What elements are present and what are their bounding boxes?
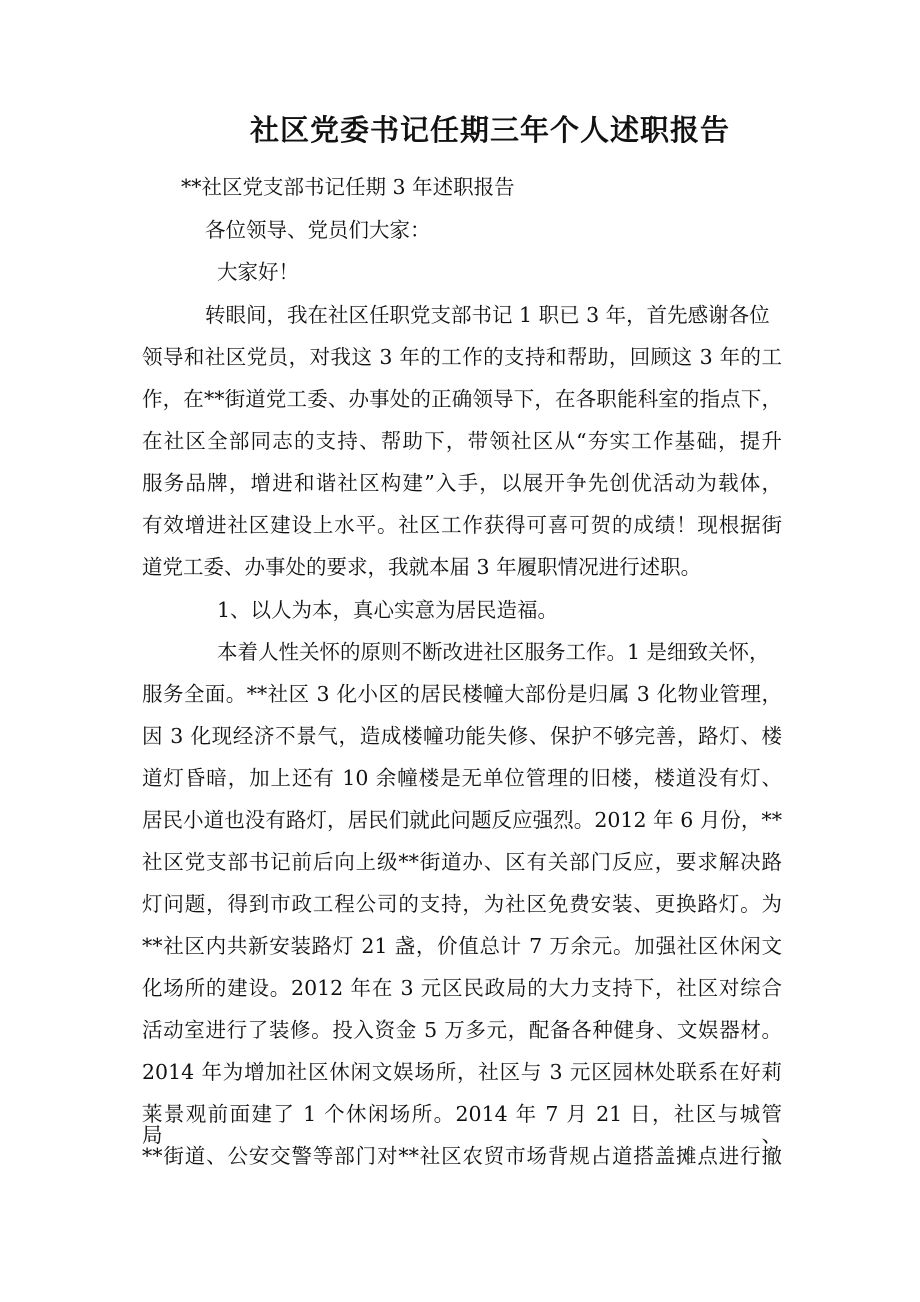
paragraph1-line: 服务品牌，增进和谐社区构建”入手，以展开争先创优活动为载体， — [142, 471, 782, 495]
paragraph2-line: **社区内共新安装路灯 21 盏，价值总计 7 万余元。加强社区休闲文 — [142, 934, 782, 958]
paragraph2-line: **街道、公安交警等部门对**社区农贸市场背规占道搭盖摊点进行撤 — [142, 1144, 782, 1168]
paragraph1-line: 作，在**街道党工委、办事处的正确领导下，在各职能科室的指点下， — [142, 387, 782, 411]
paragraph2-line: 2014 年为增加社区休闲文娱场所，社区与 3 元区园林处联系在好莉 — [142, 1060, 782, 1084]
paragraph2-line: 本着人性关怀的原则不断改进社区服务工作。1 是细致关怀， — [217, 640, 770, 664]
document-subtitle: **社区党支部书记任期 3 年述职报告 — [181, 175, 515, 199]
paragraph2-line: 居民小道也没有路灯，居民们就此问题反应强烈。2012 年 6 月份，** — [142, 808, 782, 832]
paragraph2-line: 服务全面。**社区 3 化小区的居民楼幢大部份是归属 3 化物业管理， — [142, 682, 782, 706]
section-heading: 1、以人为本，真心实意为居民造福。 — [217, 598, 559, 622]
document-title: 社区党委书记任期三年个人述职报告 — [249, 113, 730, 147]
paragraph2-line: 道灯昏暗，加上还有 10 余幢楼是无单位管理的旧楼，楼道没有灯、 — [142, 766, 782, 790]
paragraph1-line: 领导和社区党员，对我这 3 年的工作的支持和帮助，回顾这 3 年的工 — [142, 345, 782, 369]
greeting: 大家好！ — [217, 260, 299, 284]
paragraph1-line: 转眼间，我在社区任职党支部书记 1 职已 3 年，首先感谢各位 — [205, 303, 770, 327]
paragraph2-line: 因 3 化现经济不景气，造成楼幢功能失修、保护不够完善，路灯、楼 — [142, 724, 782, 748]
paragraph2-line: 社区党支部书记前后向上级**街道办、区有关部门反应，要求解决路 — [142, 850, 782, 874]
paragraph1-line: 在社区全部同志的支持、帮助下，带领社区从“夯实工作基础，提升 — [142, 429, 782, 453]
paragraph2-line: 灯问题，得到市政工程公司的支持，为社区免费安装、更换路灯。为 — [142, 892, 782, 916]
paragraph1-line: 有效增进社区建设上水平。社区工作获得可喜可贺的成绩！现根据街 — [142, 513, 782, 537]
paragraph2-line: 化场所的建设。2012 年在 3 元区民政局的大力支持下，社区对综合 — [142, 976, 782, 1000]
paragraph2-line: 莱景观前面建了 1 个休闲场所。2014 年 7 月 21 日，社区与城管局、 — [142, 1102, 782, 1147]
salutation: 各位领导、党员们大家： — [205, 218, 431, 242]
paragraph2-line: 活动室进行了装修。投入资金 5 万多元，配备各种健身、文娱器材。 — [142, 1018, 782, 1042]
paragraph1-line: 道党工委、办事处的要求，我就本届 3 年履职情况进行述职。 — [142, 555, 702, 579]
